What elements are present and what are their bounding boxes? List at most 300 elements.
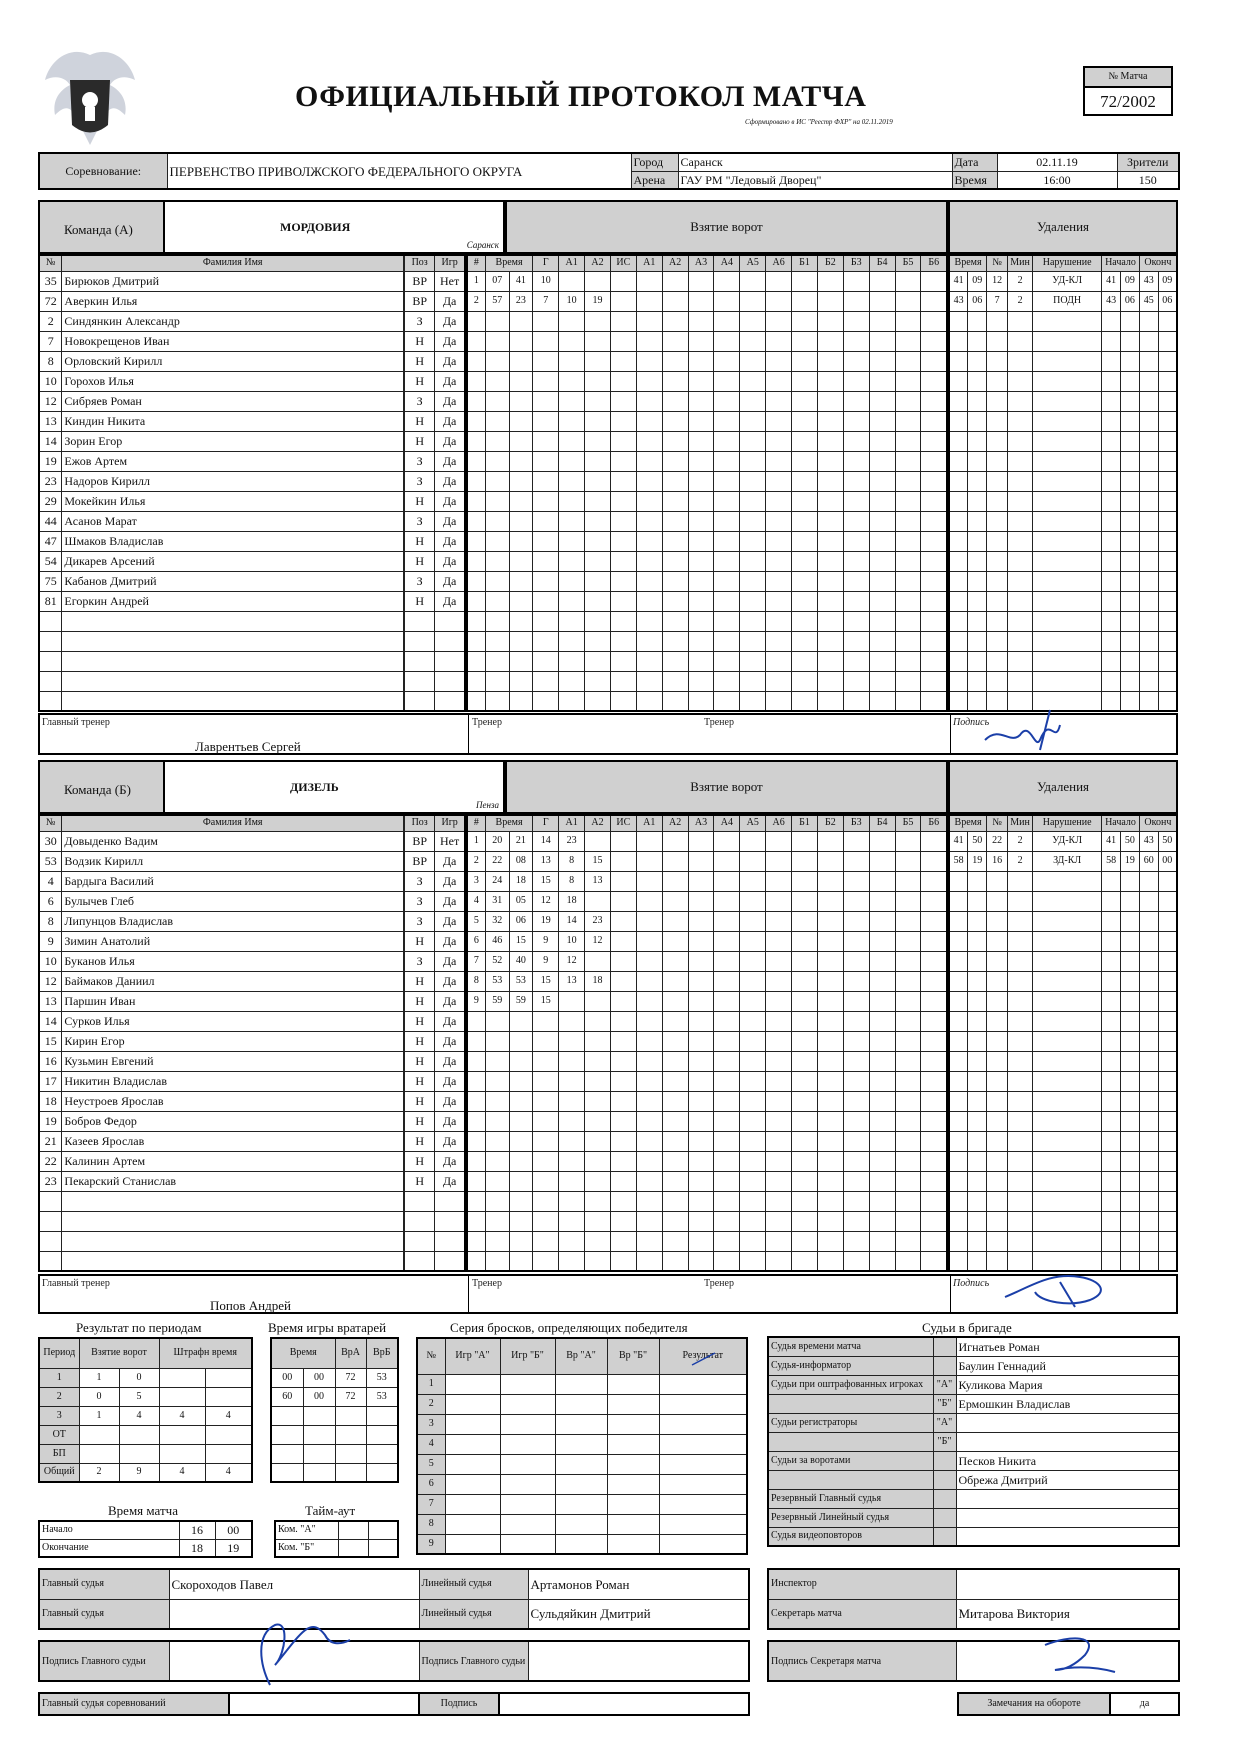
penalty-cell [949,691,968,711]
goal-cell [467,1071,485,1091]
goal-cell [843,1171,869,1191]
goal-cell [843,371,869,391]
penalty-cell [1158,671,1177,691]
goal-cell [843,831,869,851]
shootout-row [417,1414,747,1434]
goal-cell [792,511,818,531]
penalty-cell [1139,1011,1158,1031]
penalty-cell [968,671,987,691]
penalty-cell [987,1111,1008,1131]
goal-cell [662,1111,688,1131]
period-row [39,1463,252,1482]
goal-cell [585,1151,611,1171]
penalty-cell [1102,311,1121,331]
goal-cell [533,1211,559,1231]
goal-cell [817,931,843,951]
goal-cell [766,451,792,471]
goal-cell [610,1051,636,1071]
goal-cell [467,371,485,391]
goal-cell [467,1211,485,1231]
player-cell: ВР [405,291,435,311]
goal-cell [559,311,585,331]
team-b-signature [1000,1262,1120,1312]
goal-col-header: Г [533,255,559,271]
goal-cell: 12 [533,891,559,911]
goal-cell [817,1131,843,1151]
goal-cell [559,1011,585,1031]
goal-cell [792,931,818,951]
penalty-cell [1139,1171,1158,1191]
team-a-section [38,200,1178,755]
goal-cell [843,1191,869,1211]
player-row [39,371,465,391]
player-cell: Да [435,851,465,871]
goal-cell [740,631,766,651]
penalty-col-header: Начало [1102,815,1140,831]
line-referee-1-label: Линейный судья [419,1569,528,1599]
shootout-cell [500,1494,555,1514]
goal-cell: 13 [559,971,585,991]
goal-cell [610,871,636,891]
goal-cell [817,1111,843,1131]
player-cell [405,1231,435,1251]
goal-cell [533,531,559,551]
player-cell: 10 [39,371,62,391]
goal-cell [895,931,921,951]
goalie-cell: 53 [366,1387,398,1406]
shootout-col-header: Игр "Б" [500,1338,555,1374]
player-cell: Неустроев Ярослав [62,1091,404,1111]
penalty-cell [1033,571,1102,591]
penalty-cell [1008,631,1033,651]
goal-cell [714,951,740,971]
penalty-row [949,511,1177,531]
penalty-cell [1139,1111,1158,1131]
goal-cell [585,831,611,851]
goal-cell [662,871,688,891]
goal-cell [843,1051,869,1071]
goal-cell [585,371,611,391]
penalty-row [949,1091,1177,1111]
sign-secretary-label: Подпись Секретаря матча [768,1641,956,1681]
penalty-cell [1102,971,1121,991]
goal-cell [688,691,714,711]
period-cell: 1 [39,1368,79,1387]
team-a-head-coach: Лаврентьев Сергей [195,739,301,754]
player-cell: 21 [39,1131,62,1151]
goal-cell [585,551,611,571]
player-row [39,431,465,451]
goal-cell [509,1051,533,1071]
goal-cell [766,331,792,351]
penalty-cell: 7 [987,291,1008,311]
goal-cell [792,1011,818,1031]
penalty-cell [1158,311,1177,331]
shootout-cell [659,1434,747,1454]
goal-col-header: А1 [636,815,662,831]
goal-cell [714,531,740,551]
shootout-cell [500,1534,555,1554]
penalty-cell [1008,551,1033,571]
goal-col-header: Б1 [792,815,818,831]
official-role: Судьи при оштрафованных игроках [768,1375,933,1394]
goal-cell [766,611,792,631]
penalty-cell [1008,491,1033,511]
goal-cell [792,1211,818,1231]
shootout-row [417,1474,747,1494]
penalty-cell [1158,1251,1177,1271]
goal-cell [895,1011,921,1031]
goal-cell [662,531,688,551]
player-row [39,871,465,891]
penalty-row [949,971,1177,991]
penalty-cell [1102,631,1121,651]
penalty-row [949,1151,1177,1171]
player-cell: ВР [405,831,435,851]
penalty-cell [1139,1071,1158,1091]
period-cell: БП [39,1444,79,1463]
penalty-row [949,351,1177,371]
penalty-cell [1120,651,1139,671]
player-row [39,611,465,631]
period-cell: 9 [119,1463,159,1482]
penalty-cell [1139,911,1158,931]
goal-cell [740,1071,766,1091]
goal-cell [843,971,869,991]
shootout-cell [607,1394,659,1414]
player-cell: З [405,471,435,491]
shootout-cell [445,1454,500,1474]
goal-cell [714,331,740,351]
goal-cell [714,1211,740,1231]
penalty-cell [968,391,987,411]
goalie-row [271,1368,398,1387]
official-row [768,1508,1179,1527]
penalty-cell: 58 [949,851,968,871]
goal-cell [921,671,947,691]
penalty-cell [949,1031,968,1051]
goal-cell [792,1251,818,1271]
goal-cell [559,511,585,531]
goal-cell [869,951,895,971]
goal-cell [636,411,662,431]
player-cell: Да [435,591,465,611]
goal-cell [585,271,611,291]
goal-cell [559,1151,585,1171]
team-b-head-coach: Попов Андрей [210,1298,291,1313]
goal-cell [869,1131,895,1151]
goal-cell [467,511,485,531]
player-cell: З [405,951,435,971]
goal-cell [766,1111,792,1131]
player-cell: Да [435,911,465,931]
player-cell [62,1251,404,1271]
player-cell: 4 [39,871,62,891]
penalty-cell: 19 [968,851,987,871]
period-cell [205,1444,252,1463]
team-a-coach-label: Тренер [472,717,502,728]
goal-cell [636,511,662,531]
period-cell [159,1387,205,1406]
goal-cell [869,451,895,471]
period-cell [205,1425,252,1444]
penalty-cell [1033,951,1102,971]
penalty-cell [968,891,987,911]
goal-cell [792,671,818,691]
goal-cell [817,391,843,411]
goal-row [467,691,947,711]
goal-cell: 59 [509,991,533,1011]
team-b-name: ДИЗЕЛЬ [290,780,339,794]
penalty-cell [1102,1111,1121,1131]
goal-cell [766,911,792,931]
shootout-cell [555,1454,607,1474]
goal-cell [766,1051,792,1071]
goal-cell [688,831,714,851]
penalty-row [949,1191,1177,1211]
penalty-cell [1033,391,1102,411]
goal-cell [688,351,714,371]
goal-cell [895,1251,921,1271]
goal-cell [662,471,688,491]
goal-cell [559,1231,585,1251]
player-cell: Да [435,871,465,891]
signatures-table [38,1640,750,1682]
penalty-cell [987,891,1008,911]
goal-cell [792,591,818,611]
goal-cell [636,931,662,951]
penalty-cell [1158,1151,1177,1171]
goal-cell [869,1171,895,1191]
penalty-cell [1008,1231,1033,1251]
player-cell: З [405,511,435,531]
penalty-cell [1008,931,1033,951]
goal-cell: 5 [467,911,485,931]
goal-cell [843,591,869,611]
goal-cell [467,431,485,451]
goal-cell [869,671,895,691]
goal-col-header: А3 [688,255,714,271]
player-cell: Довыденко Вадим [62,831,404,851]
goal-cell [610,851,636,871]
goal-cell [792,951,818,971]
player-cell [435,1211,465,1231]
goal-cell [817,1051,843,1071]
goal-cell [585,951,611,971]
player-cell: Да [435,951,465,971]
team-a-head-coach-label: Главный тренер [42,717,110,728]
penalty-cell [1158,1071,1177,1091]
official-role: Судья видеоповторов [768,1527,933,1546]
roster-header-roster-col-no: № [39,815,62,831]
goal-cell [688,931,714,951]
goal-cell [610,451,636,471]
goal-col-header: А3 [688,815,714,831]
penalty-cell: 50 [1120,831,1139,851]
penalty-cell [987,471,1008,491]
penalty-cell [968,591,987,611]
team-a-name-box [165,200,505,254]
player-cell [405,1191,435,1211]
goal-cell [792,911,818,931]
goal-cell [662,1071,688,1091]
player-cell: Да [435,531,465,551]
player-cell: Кузьмин Евгений [62,1051,404,1071]
goal-cell [843,1111,869,1131]
penalty-row [949,571,1177,591]
goal-cell [636,951,662,971]
goal-cell [817,971,843,991]
goalie-cell [271,1406,303,1425]
goal-cell [533,1051,559,1071]
penalty-col-header: Мин [1008,255,1033,271]
official-name [956,1432,1179,1451]
goal-cell [585,471,611,491]
main-referee-signature [230,1595,360,1690]
goal-cell [869,891,895,911]
goal-cell [662,851,688,871]
penalty-cell [1120,451,1139,471]
official-row [768,1489,1179,1508]
player-row [39,1231,465,1251]
goal-cell [610,331,636,351]
player-cell: Бардыга Василий [62,871,404,891]
penalty-cell [949,891,968,911]
goal-cell [533,311,559,331]
date-value: 02.11.19 [997,153,1117,171]
goal-cell [610,411,636,431]
goal-cell [636,471,662,491]
penalty-cell [1120,371,1139,391]
penalty-cell [968,971,987,991]
goal-cell [921,1051,947,1071]
goal-row [467,431,947,451]
goal-cell [533,1091,559,1111]
goal-cell [585,1171,611,1191]
official-side [933,1451,956,1470]
goal-row [467,351,947,371]
penalty-cell [1158,551,1177,571]
goal-cell [817,1151,843,1171]
penalty-cell [1102,331,1121,351]
penalty-cell [987,671,1008,691]
goal-cell [740,1211,766,1231]
goal-cell [467,531,485,551]
goal-cell [740,951,766,971]
penalty-cell [968,511,987,531]
player-row [39,951,465,971]
goal-cell [636,971,662,991]
goal-cell: 53 [485,971,509,991]
goal-cell: 15 [533,971,559,991]
player-cell: Асанов Марат [62,511,404,531]
penalty-cell [1158,931,1177,951]
period-cell [159,1444,205,1463]
goal-col-header: А2 [585,255,611,271]
spectators-value: 150 [1117,171,1179,189]
official-name: Обрежа Дмитрий [956,1470,1179,1489]
goal-cell [636,391,662,411]
player-cell: 22 [39,1151,62,1171]
goal-cell [467,1151,485,1171]
goal-cell [559,1131,585,1151]
penalty-cell [1120,1071,1139,1091]
goal-cell [509,1171,533,1191]
shootout-cell [607,1434,659,1454]
goal-cell [585,571,611,591]
goal-cell [636,871,662,891]
penalty-cell [1033,351,1102,371]
penalty-cell: 2 [1008,851,1033,871]
goal-cell [817,311,843,331]
goalie-row [271,1425,398,1444]
shootout-cell: 6 [417,1474,445,1494]
goal-cell [714,971,740,991]
penalty-cell [968,451,987,471]
penalty-cell [968,1051,987,1071]
goal-cell [688,311,714,331]
goal-cell [921,1091,947,1111]
team-b-coach-row [38,1274,1178,1314]
player-cell: 9 [39,931,62,951]
penalty-cell [987,871,1008,891]
goal-cell [843,951,869,971]
goal-row [467,551,947,571]
penalty-cell [949,311,968,331]
player-cell: Сибряев Роман [62,391,404,411]
goal-cell [559,1251,585,1271]
goal-cell [688,1211,714,1231]
player-cell: Н [405,991,435,1011]
penalty-cell [968,871,987,891]
player-cell: 8 [39,911,62,931]
penalty-cell: 2 [1008,831,1033,851]
goal-cell [559,531,585,551]
goal-cell [559,651,585,671]
goal-cell [585,671,611,691]
goal-cell [792,391,818,411]
goal-cell: 23 [585,911,611,931]
goal-cell [533,1231,559,1251]
goal-cell [817,531,843,551]
goal-cell [921,571,947,591]
official-side [933,1470,956,1489]
penalty-cell [949,931,968,951]
penalty-cell [1102,451,1121,471]
player-cell: Бобров Федор [62,1111,404,1131]
player-cell [62,651,404,671]
goal-cell [610,991,636,1011]
player-cell: Да [435,991,465,1011]
goal-cell [895,511,921,531]
goal-cell [714,611,740,631]
goal-col-header: А6 [766,255,792,271]
penalty-cell [987,1131,1008,1151]
penalty-cell [949,611,968,631]
goal-cell [895,1031,921,1051]
goal-cell [610,471,636,491]
goal-cell [843,891,869,911]
penalty-cell: 19 [1120,851,1139,871]
penalty-cell [1120,871,1139,891]
team-a-goals-table [466,254,948,712]
player-cell: Аверкин Илья [62,291,404,311]
roster-header-roster-col-play: Игр [435,815,465,831]
penalty-cell [1033,971,1102,991]
penalty-cell [1139,1231,1158,1251]
player-cell: Ежов Артем [62,451,404,471]
goal-cell [921,971,947,991]
